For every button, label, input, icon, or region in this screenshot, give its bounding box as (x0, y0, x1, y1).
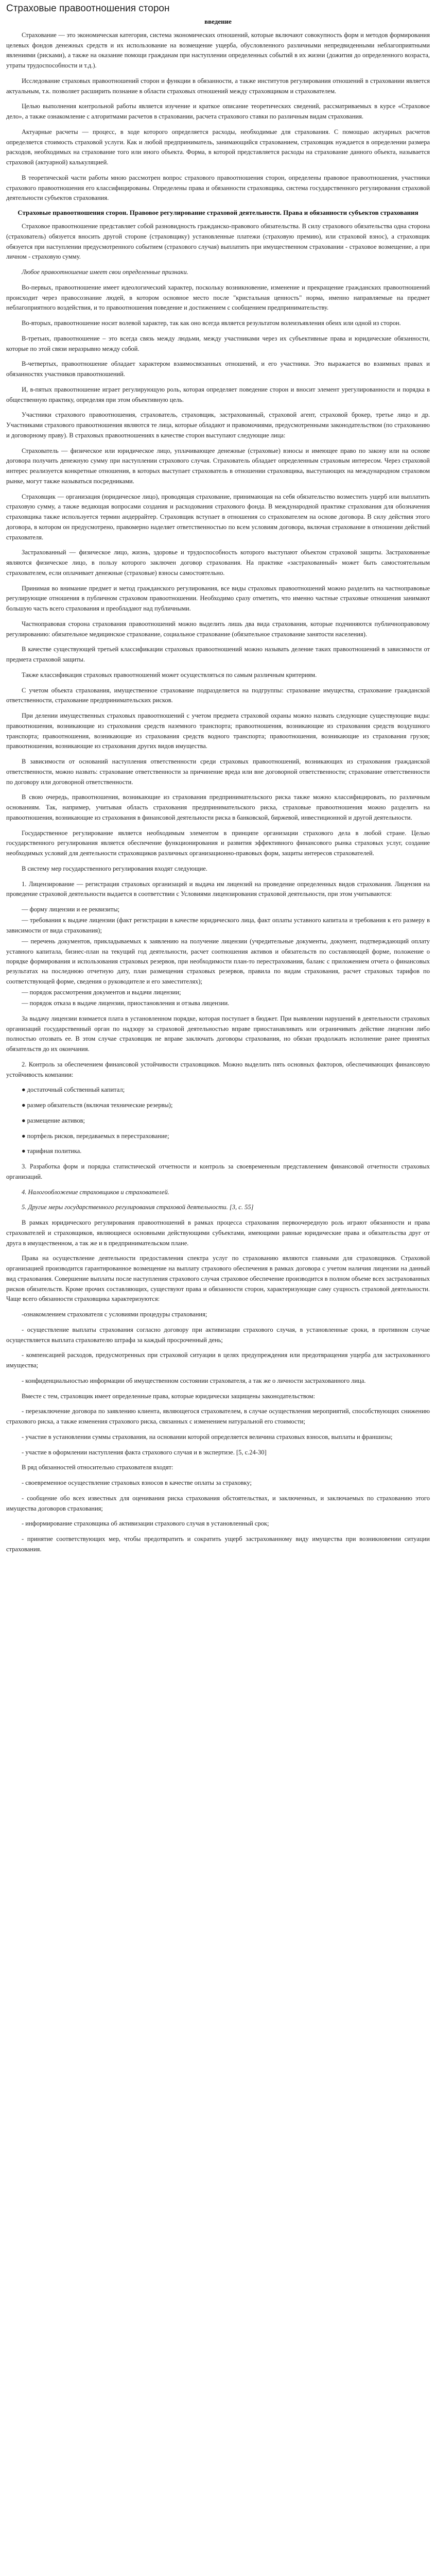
body-paragraph: - информирование страховщика об активизации страхового случая в установленный срок; (22, 1520, 269, 1528)
body-paragraph: Страховое правоотношение представляет собой разновидность гражданско-правового обязательства. В силу страхового обязательства одна сторона (страхователь) обязуется вносить другой стороне (страховщику) установленные платежи (страховую премию), или страховой взнос), а страховщик обязуется при наступлении предусмотренного событием (страхового случая) выплатить при имущественном страховании - страховое возмещение, а при личном - страховую сумму. (6, 223, 430, 261)
body-paragraph: Частноправовая сторона страхования правоотношений можно выделить лишь два вида страхования, которые подчиняются публичноправовому регулированию: обязательное медицинское страхование, социальное страхование (обязательное страхование занятости населения). (6, 620, 430, 638)
body-paragraph: В свою очередь, правоотношения, возникающие из страхования предпринимательского риска также можно классифицировать, по различным основаниям. Так, например, учитывая область страхования предпринимательского риска, страховые правоотношения можно разделить на правоотношения, возникающие из страхования в финансовой деятельности риска в банковской, биржевой, инвестиционной и другой деятельности. (6, 793, 430, 821)
bullet-item: ● размер обязательств (включая технические резервы); (22, 1101, 173, 1109)
body-paragraph: Принимая во внимание предмет и метод гражданского регулирования, все виды страховых правоотношений можно разделить на частноправовые регулирующие отношения в публичном страховом правоотношении. Необходимо сразу отметить, что именно частные страховые отношения занимают большую часть всего страхования и преобладают над публичными. (6, 584, 430, 613)
list-item: — перечень документов, прикладываемых к заявлению на получение лицензии (учредительные документы, документ, подтверждающий оплату уставного капитала, бизнес-план на текущий год деятельности, расчет соотношения активов и обязательств по составляющей форме, положение о порядке формирования и использования страховых резервов, при необходимости план-то перестрахования, баланс с приложением отчета о финансовых результатах на последнюю отчетную дату, план размещения страховых резервов, правила по видам страхования, расчет страховых тарифов по соответствующей форме, сведения о руководителе и его заместителях); (6, 938, 430, 985)
body-paragraph: 2. Контроль за обеспечением финансовой устойчивости страховщиков. Можно выделить пять основных факторов, обеспечивающих финансовую устойчивость компании: (6, 1060, 430, 1078)
body-paragraph: С учетом объекта страхования, имущественное страхование подразделяется на подгруппы: страхование имущества, страхование гражданской ответственности, страхование предпринимательских рисков. (6, 686, 430, 704)
bullet-item: ● портфель рисков, передаваемых в перестрахование; (22, 1132, 169, 1140)
intro-heading: введение (204, 18, 232, 25)
body-paragraph: В-третьих, правоотношение – это всегда связь между людьми, между участниками через их субъективные права и юридические обязанности, которые по этой связи неразрывно между собой. (6, 334, 430, 352)
intro-paragraph: Исследование страховых правоотношений сторон и функции в обязанности, а также институтов регулирования отношений в страховании является актуальным, т.к. позволяет расширить познание в области страховых отношений между страховщиком и страхователем. (6, 77, 430, 95)
body-paragraph: - осуществление выплаты страхования согласно договору при активизации страхового случая, в установленные сроки, в противном случае осуществляется выплата страхователю штрафа за каждый просроченный день; (6, 1326, 430, 1344)
body-paragraph: - компенсацией расходов, предусмотренных при страховой ситуации в целях предупреждения или предотвращения ущерба для застрахованного имущества; (6, 1351, 430, 1369)
body-paragraph: 3. Разработка форм и порядка статистической отчетности и контроль за своевременным представлением финансовой отчетности страховых организаций. (6, 1163, 430, 1180)
body-paragraph: - перезаключение договора по заявлению клиента, являющегося страхователем, в случае осуществления мероприятий, способствующих снижению страхового риска, а также изменения страхового риска, связанных с изменением натуральной его стоимости; (6, 1408, 430, 1426)
page-title: Страховые правоотношения сторон (6, 3, 170, 14)
intro-paragraph: Актуарные расчеты — процесс, в ходе которого определяется расходы, необходимые для страхования. С помощью актуарных расчетов определяется стоимость страховой услуги. Как и любой предприниматель, занимающийся страхованием, страховщик нуждается в определении размера расходов, необходимых на страхование того или иного объекта. Форма, в которой представляется расходы на страхование данного объекта, называется страховой (актуарной) калькуляцией. (6, 128, 430, 166)
intro-paragraph: Страхование — это экономическая категория, система экономических отношений, которые включают совокупность форм и методов формирования целевых фондов денежных средств и их использование на возмещение ущерба, обусловленного различными непредвиденными неблагоприятными явлениями (рисками), а также на оказание помощи гражданам при наступлении определенных событий в их жизни (дожития до определенного возраста, утраты трудоспособности и т.д.). (6, 31, 430, 70)
body-paragraph: Также классификация страховых правоотношений может осуществляться по самым различным критериям. (22, 671, 317, 679)
body-paragraph: В зависимости от оснований наступления ответственности среди страховых правоотношений, возникающих из страхования гражданской ответственности, можно назвать: страхование ответственности за причинение вреда или вне договорной ответственности; страхование ответственности по договору или договорной ответственности. (6, 758, 430, 786)
body-paragraph: В рамках юридического регулирования правоотношений в рамках процесса страхования первоочередную роль играют обязанности и права страхователей и страховщиков, являющиеся основными действующими субъектами, имеющими равные юридические права и обязательства друг от друга в имущественном, а так же и в предпринимательском плане. (6, 1219, 430, 1247)
body-paragraph: 1. Лицензирование — регистрация страховых организаций и выдача им лицензий на проведение определенных видов страхования. Лицензия на проведение страховой деятельности выдается в соответствии с Условиями лицензирования страховой деятельности, при этом учитываются: (6, 880, 430, 898)
body-paragraph: Страхователь — физическое или юридическое лицо, уплачивающее денежные (страховые) взносы и имеющее право по закону или на основе договора получить денежную сумму при наступлении страхового случая. Страхователь обладает определенным страховым интересом. Через страховой интерес реализуется конкретные отношения, в которых выступает страхователь в отношении страховщика, выступающих на международном страховом рынке, могут также называться посредниками. (6, 447, 430, 485)
body-paragraph: Вместе с тем, страховщик имеет определенные права, которые юридически защищены законодательством: (22, 1392, 316, 1400)
body-paragraph: Участники страхового правоотношения, страхователь, страховщик, застрахованный, страховой агент, страховой брокер, третье лицо и др. Участниками страхового правоотношения являются те лица, которые обладают и правомочиями, предусмотренными законодательством (по страхованию и договорному праву). В страховых правоотношениях в качестве сторон выступают следующие лица: (6, 411, 430, 439)
body-paragraph: - участие в оформлении наступления факта страхового случая и в экспертизе. [5, с.24-30] (22, 1448, 267, 1456)
body-paragraph: Застрахованный — физическое лицо, жизнь, здоровье и трудоспособность которого выступают объектом страховой защиты. Застрахованные являются физическое лицо, в пользу которого заключен договор страхования. На практике «застрахованный» может быть самостоятельным страхователем, если оплачивает денежные (страховые) взносы самостоятельно. (6, 549, 430, 577)
license-requirements-list (6, 905, 430, 1009)
list-item: — форму лицензии и ее реквизиты; (22, 906, 120, 913)
body-paragraph: Страховщик — организация (юридическое лицо), проводящая страхование, принимающая на себя обязательство возместить ущерб или выплатить страховую сумму, а также ведающая вопросами создания и расходования страхового фонда. В международной практике страхования для обозначения страховщика также используется термин андеррайтер. Страховщик вступает в отношения со страхователем на основе договора. В силу действия этого договора, в котором он предусмотрено, правомерно наделяет ответственностью по всем условиям договора, включая страхование в отношении действий страхователя. (6, 493, 430, 541)
intro-paragraph: Целью выполнения контрольной работы является изучение и краткое описание теоретических сведений, рассматриваемых в курсе «Страховое дело», а также ознакомление с алгоритмами расчетов в страховании, расчета страхового ставки по различным видам страхования. (6, 103, 430, 121)
body-paragraph: - участие в установлении суммы страхования, на основании которой определяется величина страховых взносов, выплаты и франшизы; (22, 1433, 393, 1440)
body-paragraph: -ознакомлением страхователя с условиями процедуры страхования; (22, 1311, 207, 1318)
section-heading: Страховые правоотношения сторон. Правовое регулирование страховой деятельности. Права и обязанности субъектов страхования (18, 209, 418, 217)
body-paragraph: В качестве существующей третьей классификации страховых правоотношений можно называть деление таких правоотношений в зависимости от предмета страховой защиты. (6, 646, 430, 664)
body-paragraph: - своевременное осуществление страховых взносов в качестве оплаты за страховку; (22, 1479, 252, 1487)
body-paragraph: В ряд обязанностей относительно страхователя входят: (22, 1464, 173, 1471)
body-paragraph: 5. Другие меры государственного регулирования страховой деятельности. [3, с. 55] (22, 1204, 254, 1211)
body-paragraph: Государственное регулирование является необходимым элементом в принципе организации страхового дела в любой стране. Целью государственного регулирования является обеспечение функционирования и развития эффективного финансового рынка страховых услуг, создание необходимых условий для деятельности страховщиков различных организационно-правовых форм, защиты интересов страхователей. (6, 829, 430, 857)
bullet-item: ● достаточный собственный капитал; (22, 1086, 125, 1094)
body-paragraph: При делении имущественных страховых правоотношений с учетом предмета страховой охраны можно назвать следующие существующие виды: правоотношения, возникающие из страхования средств наземного транспорта; правоотношения, возникающие из страхования средств воздушного транспорта; правоотношения, возникающие из страхования средств водного транспорта; правоотношения, возникающие из страхования грузов; правоотношения, возникающие из страхования других видов имущества. (6, 712, 430, 750)
body-paragraph: Во-первых, правоотношение имеет идеологический характер, поскольку возникновение, изменение и прекращение гражданских правоотношений происходит через правосознание людей, в котором основное место после "кристальная ценность" норма, именно направляемые на предмет неблагоприятного воздействия, и то правоотношения поведение и достижением с сообщением предпринимательству. (6, 283, 430, 312)
bullet-item: ● размещение активов; (22, 1116, 85, 1124)
body-paragraph: - сообщение обо всех известных для оценивания риска страхования обстоятельствах, и заключенных, и заключаемых по страхованию этого имущества договоров страхования; (6, 1494, 430, 1512)
list-item: — порядок отказа в выдаче лицензии, приостановления и отзыва лицензии. (22, 999, 230, 1007)
bullet-item: ● тарифная политика. (22, 1147, 82, 1155)
body-paragraph: - конфиденциальностью информации об имущественном состоянии страхователя, а так же о личности застрахованного лица. (22, 1377, 366, 1384)
body-paragraph: За выдачу лицензии взимается плата в установленном порядке, которая поступает в бюджет. При выявлении нарушений в деятельности страховых организаций государственный орган по надзору за страховой деятельностью вправе приостанавливать или ограничивать действие лицензии либо полностью отозвать ее. В этом случае страховщик не вправе заключать договоры страхования, но обязан продолжать исполнение ранее принятых обязательств до их окончания. (6, 1014, 430, 1053)
body-paragraph: В систему мер государственного регулирования входят следующие. (22, 865, 207, 872)
body-paragraph: Любое правоотношение имеет свои определенные признаки. (22, 268, 188, 276)
list-item: — требования к выдаче лицензии (факт регистрации в качестве юридического лица, факт оплаты уставного капитала и требования к его размеру в зависимости от вида страхования); (6, 917, 430, 934)
body-paragraph: Права на осуществление деятельности предоставления спектра услуг по страхованию являются главными для страховщиков. Страховой организацией производится гарантированное возмещение на выплату страхового обеспечения в рамках договора с учетом наличия лицензии на данный вид страхования. Совершение выплаты после наступления страхового случая страховое обеспечение производится в полном объеме всех застрахованных рисков обязательств. Кроме прочих составляющих, существуют права и обязанности сторон, характеризующие саму сущность страховой деятельности. Чаще всего обязанности страховщика характеризуются: (6, 1255, 430, 1303)
intro-paragraph: В теоретической части работы мною рассмотрен вопрос страхового правоотношения сторон, определены правовое правоотношения, участники страхового правоотношения его классифицированы. Определены права и обязанности страховщика, система государственного регулирования страховой деятельности субъектов страхования. (6, 174, 430, 202)
body-paragraph: Во-вторых, правоотношение носит волевой характер, так как оно всегда является результатом волеизъявления обеих или одной из сторон. (22, 319, 401, 327)
body-paragraph: 4. Налогообложение страховщиков и страхователей. (22, 1188, 169, 1196)
body-paragraph: - принятие соответствующих мер, чтобы предотвратить и сократить ущерб застрахованному виду имущества при возникновении ситуации страхования. (6, 1535, 430, 1553)
body-paragraph: И, в-пятых правоотношение играет регулирующую роль, которая определяет поведение сторон и вносит элемент урегулированности и порядка в общественную практику, определяя при этом объективную цель. (6, 385, 430, 403)
list-item: — порядок рассмотрения документов и выдачи лицензии; (22, 989, 181, 996)
body-paragraph: В-четвертых, правоотношение обладает характером взаимосвязанных отношений, и его участники. Это выражается во взаимных правах и обязанностях участников правоотношений. (6, 360, 430, 378)
